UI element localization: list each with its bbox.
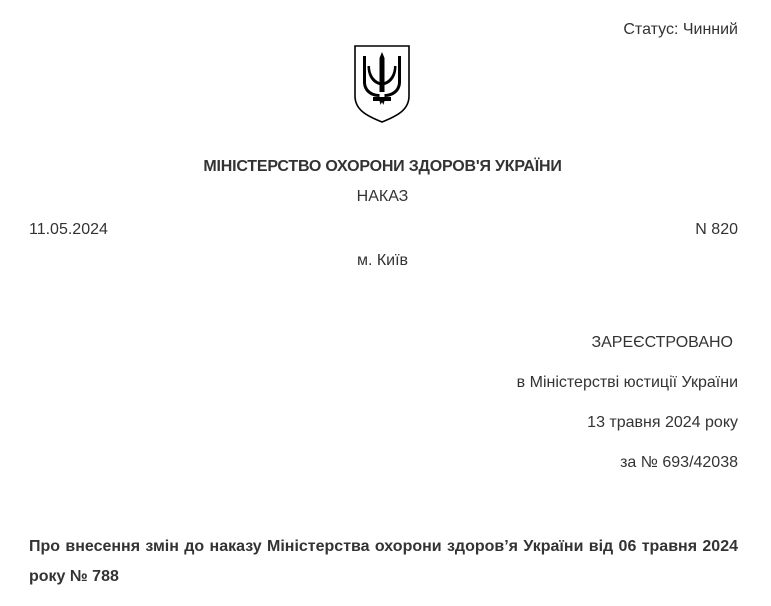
registration-date: 13 травня 2024 року (587, 414, 738, 431)
order-number: N 820 (695, 221, 738, 238)
registration-authority: в Міністерстві юстиції України (516, 374, 738, 391)
trident-emblem-icon (353, 44, 411, 124)
ministry-title: МІНІСТЕРСТВО ОХОРОНИ ЗДОРОВ'Я УКРАЇНИ (203, 158, 562, 175)
registration-title: ЗАРЕЄСТРОВАНО (591, 334, 733, 351)
order-type: НАКАЗ (356, 188, 409, 205)
registration-number: за № 693/42038 (620, 454, 738, 471)
order-city: м. Київ (356, 252, 409, 269)
order-date: 11.05.2024 (29, 221, 108, 238)
document-status: Статус: Чинний (623, 21, 738, 38)
order-subject: Про внесення змін до наказу Міністерства охорони здоров’я України від 06 травня 2024 року № 788 (29, 538, 738, 585)
